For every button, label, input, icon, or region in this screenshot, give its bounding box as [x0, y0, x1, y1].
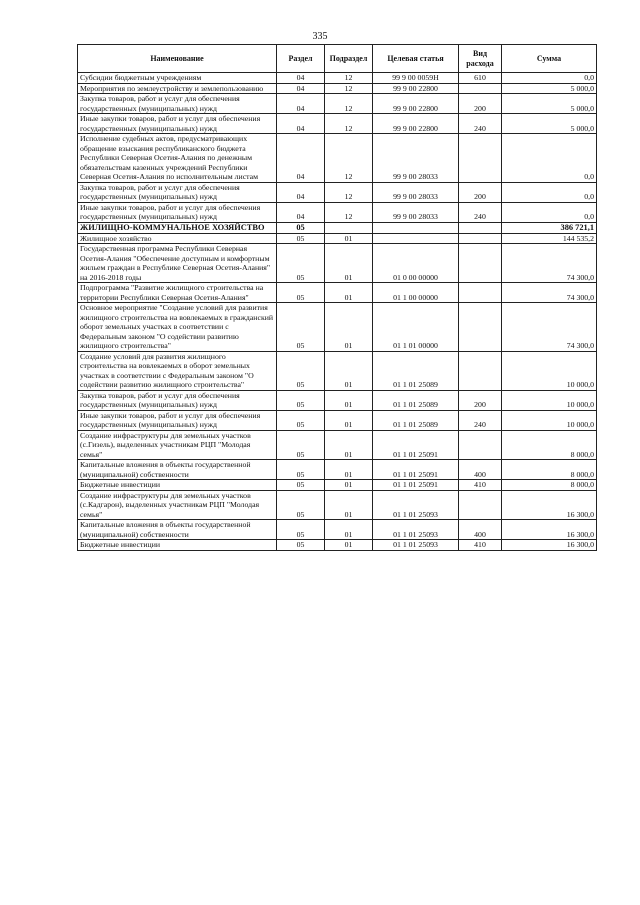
cell-vid: 200 [459, 182, 502, 202]
cell-summa: 144 535,2 [502, 233, 597, 244]
header-celevaya: Целевая статья [373, 45, 459, 73]
cell-summa: 5 000,0 [502, 83, 597, 94]
cell-celevaya: 01 1 01 25093 [373, 520, 459, 540]
table-row [78, 73, 597, 84]
cell-name: Капитальные вложения в объекты государственной (муниципальной) собственности [78, 520, 277, 540]
table-body [78, 73, 597, 551]
cell-summa: 10 000,0 [502, 351, 597, 390]
header-razdel: Раздел [277, 45, 325, 73]
table-row [78, 460, 597, 480]
table-row [78, 244, 597, 283]
cell-name: Закупка товаров, работ и услуг для обеспечения государственных (муниципальных) нужд [78, 390, 277, 410]
cell-vid [459, 351, 502, 390]
cell-vid: 200 [459, 390, 502, 410]
cell-razdel: 05 [277, 490, 325, 520]
cell-razdel: 04 [277, 73, 325, 84]
cell-vid: 240 [459, 114, 502, 134]
table-header [78, 45, 597, 73]
cell-vid [459, 303, 502, 352]
cell-podrazdel: 01 [325, 460, 373, 480]
cell-vid: 410 [459, 480, 502, 491]
budget-table [77, 44, 597, 551]
cell-summa: 8 000,0 [502, 430, 597, 460]
cell-name: Иные закупки товаров, работ и услуг для обеспечения государственных (муниципальных) нужд [78, 202, 277, 222]
cell-summa: 16 300,0 [502, 490, 597, 520]
cell-razdel: 05 [277, 303, 325, 352]
cell-vid [459, 83, 502, 94]
cell-podrazdel: 01 [325, 351, 373, 390]
cell-celevaya: 01 1 01 25091 [373, 460, 459, 480]
cell-podrazdel: 01 [325, 540, 373, 551]
cell-razdel: 05 [277, 480, 325, 491]
cell-name: Исполнение судебных актов, предусматривающих обращение взыскания республиканского бюджета Республики Северная Осетия-Алания по денежным обязательствам казенных учреждений Республики Северная Осетия-Алания по исполнительным листам [78, 134, 277, 183]
cell-podrazdel: 12 [325, 182, 373, 202]
table-row [78, 202, 597, 222]
cell-razdel: 04 [277, 94, 325, 114]
table-row [78, 540, 597, 551]
cell-podrazdel: 12 [325, 73, 373, 84]
table-row [78, 390, 597, 410]
table-row [78, 480, 597, 491]
table-row [78, 410, 597, 430]
cell-summa: 74 300,0 [502, 303, 597, 352]
cell-podrazdel: 01 [325, 303, 373, 352]
cell-summa: 0,0 [502, 73, 597, 84]
cell-razdel: 04 [277, 182, 325, 202]
cell-razdel: 04 [277, 134, 325, 183]
cell-summa: 10 000,0 [502, 390, 597, 410]
cell-summa: 386 721,1 [502, 222, 597, 233]
cell-podrazdel: 01 [325, 520, 373, 540]
cell-celevaya [373, 233, 459, 244]
cell-celevaya: 99 9 00 28033 [373, 182, 459, 202]
table-row [78, 490, 597, 520]
cell-celevaya: 01 1 01 25089 [373, 410, 459, 430]
cell-summa: 0,0 [502, 182, 597, 202]
cell-vid: 410 [459, 540, 502, 551]
cell-podrazdel: 12 [325, 83, 373, 94]
cell-summa: 0,0 [502, 202, 597, 222]
table-row [78, 83, 597, 94]
cell-razdel: 04 [277, 202, 325, 222]
cell-name: Иные закупки товаров, работ и услуг для обеспечения государственных (муниципальных) нужд [78, 114, 277, 134]
table-row [78, 114, 597, 134]
cell-razdel: 05 [277, 460, 325, 480]
cell-podrazdel: 12 [325, 202, 373, 222]
cell-celevaya: 01 1 00 00000 [373, 283, 459, 303]
table-row [78, 94, 597, 114]
cell-vid [459, 233, 502, 244]
cell-vid: 400 [459, 520, 502, 540]
header-summa: Сумма [502, 45, 597, 73]
cell-summa: 8 000,0 [502, 460, 597, 480]
header-name: Наименование [78, 45, 277, 73]
cell-name: Капитальные вложения в объекты государственной (муниципальной) собственности [78, 460, 277, 480]
cell-vid: 610 [459, 73, 502, 84]
cell-razdel: 05 [277, 233, 325, 244]
cell-name: Мероприятия по землеустройству и землепользованию [78, 83, 277, 94]
cell-vid: 240 [459, 410, 502, 430]
cell-vid [459, 222, 502, 233]
cell-podrazdel: 01 [325, 233, 373, 244]
table-row [78, 134, 597, 183]
cell-razdel: 05 [277, 222, 325, 233]
cell-celevaya: 99 9 00 22800 [373, 83, 459, 94]
cell-celevaya: 01 1 01 25093 [373, 540, 459, 551]
cell-name: Бюджетные инвестиции [78, 540, 277, 551]
cell-name: Закупка товаров, работ и услуг для обеспечения государственных (муниципальных) нужд [78, 94, 277, 114]
cell-name: Основное мероприятие "Создание условий для развития жилищного строительства на вовлекаемых в гражданский оборот земельных участках в соответствии с Федеральным законом "О содействии развитию жилищного строительства" [78, 303, 277, 352]
cell-vid: 240 [459, 202, 502, 222]
cell-razdel: 05 [277, 430, 325, 460]
cell-vid [459, 283, 502, 303]
cell-celevaya: 99 9 00 28033 [373, 202, 459, 222]
cell-celevaya: 01 1 01 25091 [373, 430, 459, 460]
cell-vid [459, 430, 502, 460]
cell-celevaya [373, 222, 459, 233]
cell-podrazdel: 12 [325, 114, 373, 134]
cell-celevaya: 01 1 01 25089 [373, 351, 459, 390]
cell-vid: 400 [459, 460, 502, 480]
header-podrazdel: Подраздел [325, 45, 373, 73]
cell-podrazdel: 01 [325, 410, 373, 430]
cell-celevaya: 01 1 01 00000 [373, 303, 459, 352]
cell-celevaya: 99 9 00 0059Н [373, 73, 459, 84]
cell-razdel: 05 [277, 540, 325, 551]
cell-podrazdel: 01 [325, 283, 373, 303]
cell-podrazdel: 01 [325, 480, 373, 491]
cell-podrazdel: 01 [325, 244, 373, 283]
cell-razdel: 05 [277, 520, 325, 540]
cell-celevaya: 01 1 01 25089 [373, 390, 459, 410]
table-row [78, 283, 597, 303]
table-row [78, 233, 597, 244]
cell-podrazdel: 12 [325, 94, 373, 114]
cell-razdel: 05 [277, 351, 325, 390]
cell-razdel: 04 [277, 83, 325, 94]
cell-razdel: 05 [277, 283, 325, 303]
cell-podrazdel [325, 222, 373, 233]
cell-summa: 8 000,0 [502, 480, 597, 491]
table-row [78, 520, 597, 540]
cell-razdel: 05 [277, 390, 325, 410]
cell-celevaya: 01 1 01 25091 [373, 480, 459, 491]
cell-celevaya: 99 9 00 22800 [373, 94, 459, 114]
table-row [78, 182, 597, 202]
cell-razdel: 05 [277, 244, 325, 283]
cell-name: Жилищное хозяйство [78, 233, 277, 244]
table-row [78, 303, 597, 352]
cell-summa: 74 300,0 [502, 244, 597, 283]
cell-name: ЖИЛИЩНО-КОММУНАЛЬНОЕ ХОЗЯЙСТВО [78, 222, 277, 233]
cell-razdel: 04 [277, 114, 325, 134]
cell-name: Закупка товаров, работ и услуг для обеспечения государственных (муниципальных) нужд [78, 182, 277, 202]
cell-vid [459, 490, 502, 520]
cell-celevaya: 01 1 01 25093 [373, 490, 459, 520]
cell-summa: 16 300,0 [502, 540, 597, 551]
cell-celevaya: 99 9 00 28033 [373, 134, 459, 183]
table-row [78, 351, 597, 390]
cell-vid [459, 134, 502, 183]
cell-razdel: 05 [277, 410, 325, 430]
table-row [78, 430, 597, 460]
cell-vid: 200 [459, 94, 502, 114]
cell-name: Создание инфраструктуры для земельных участков (с.Кадгарон), выделенных участникам РЦП "Молодая семья" [78, 490, 277, 520]
cell-summa: 74 300,0 [502, 283, 597, 303]
cell-name: Подпрограмма "Развитие жилищного строительства на территории Республики Северная Осетия-Алания" [78, 283, 277, 303]
cell-summa: 0,0 [502, 134, 597, 183]
header-vid: Вид расхода [459, 45, 502, 73]
cell-vid [459, 244, 502, 283]
cell-podrazdel: 01 [325, 490, 373, 520]
cell-summa: 5 000,0 [502, 114, 597, 134]
cell-summa: 5 000,0 [502, 94, 597, 114]
cell-name: Государственная программа Республики Северная Осетия-Алания "Обеспечение доступным и комфортным жильем граждан в Республике Северная Осетия-Алания" на 2016-2018 годы [78, 244, 277, 283]
cell-celevaya: 01 0 00 00000 [373, 244, 459, 283]
cell-celevaya: 99 9 00 22800 [373, 114, 459, 134]
page-number: 335 [312, 31, 328, 42]
cell-podrazdel: 01 [325, 430, 373, 460]
cell-summa: 10 000,0 [502, 410, 597, 430]
cell-name: Иные закупки товаров, работ и услуг для обеспечения государственных (муниципальных) нужд [78, 410, 277, 430]
cell-name: Бюджетные инвестиции [78, 480, 277, 491]
cell-name: Создание инфраструктуры для земельных участков (с.Гизель), выделенных участникам РЦП "Молодая семья" [78, 430, 277, 460]
cell-summa: 16 300,0 [502, 520, 597, 540]
cell-name: Создание условий для развития жилищного строительства на вовлекаемых в оборот земельных участках в соответствии с Федеральным законом "О содействии развитию жилищного строительства" [78, 351, 277, 390]
cell-name: Субсидии бюджетным учреждениям [78, 73, 277, 84]
cell-podrazdel: 01 [325, 390, 373, 410]
table-row [78, 222, 597, 233]
cell-podrazdel: 12 [325, 134, 373, 183]
